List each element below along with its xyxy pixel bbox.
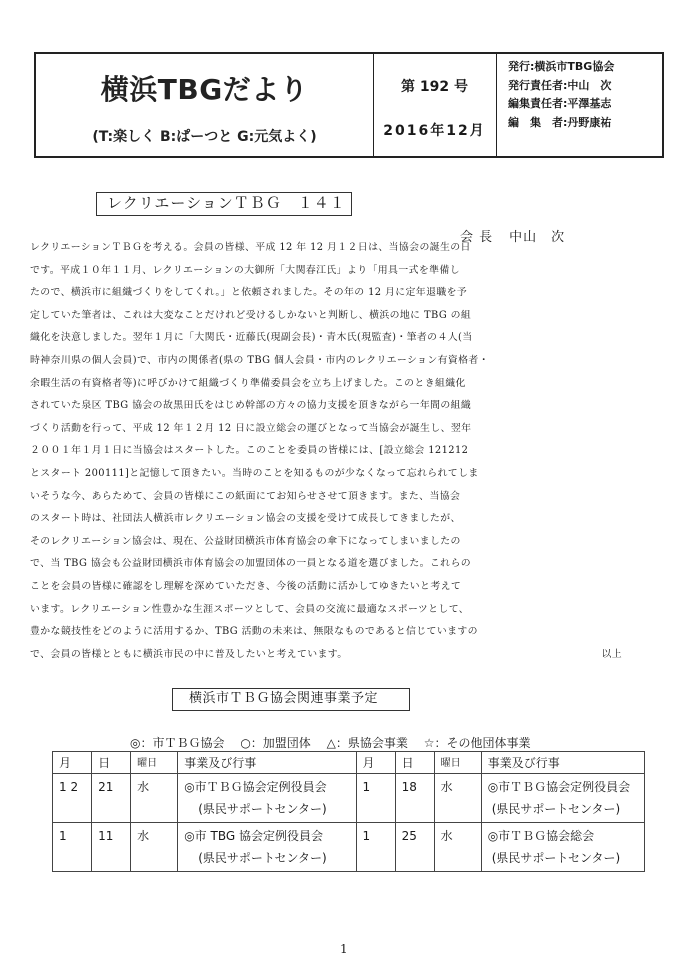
cell-event xyxy=(481,774,644,823)
body-line: されていた泉区 TBG 協会の故黒田氏をはじめ幹部の方々の協力支援を頂きながら一年間の組織 xyxy=(30,400,472,412)
credit-chief-editor: 編集責任者:平澤基志 xyxy=(508,97,612,110)
header-day: 日 xyxy=(395,752,434,774)
body-line: ２００１年１月１日に当協会はスタートした。このことを委員の皆様には、[設立総会 121212 xyxy=(30,445,469,457)
cell-event xyxy=(178,823,356,872)
credit-responsible: 発行責任者:中山 次 xyxy=(508,78,612,92)
cell-day: 21 xyxy=(92,774,131,823)
cell-month: 1 xyxy=(53,823,92,872)
body-line: 織化を決意しました。翌年１月に「大関氏・近藤氏(現副会長)・青木氏(現監査)・筆者の４人(当 xyxy=(30,332,473,344)
body-line: とスタート 200111]と記憶して頂きたい。当時のことを知るものが少なくなって忘れられてしま xyxy=(30,467,479,479)
legend-member: ○：加盟団体 xyxy=(240,736,311,750)
newsletter-motto: (T:楽しく B:ぱーつと G:元気よく) xyxy=(92,129,317,145)
body-line-last xyxy=(30,644,660,667)
masthead xyxy=(34,52,664,158)
header-weekday: 曜日 xyxy=(131,752,178,774)
body-line: です。平成１０年１１月、レクリエーションの大御所「大関春江氏」より「用具一式を準備し xyxy=(30,264,460,276)
event-name: ◎市 TBG 協会定例役員会 xyxy=(184,829,323,843)
cell-weekday: 水 xyxy=(434,774,481,823)
cell-month: 1 xyxy=(356,774,395,823)
masthead-divider xyxy=(373,54,374,156)
cell-weekday: 水 xyxy=(434,823,481,872)
body-line: で、会員の皆様とともに横浜市民の中に普及したいと考えています。 xyxy=(30,648,348,660)
schedule-title: 横浜市ＴＢＧ協会関連事業予定 xyxy=(172,688,410,711)
body-line: で、当 TBG 協会も公益財団横浜市体育協会の加盟団体の一員となる道を選びました。これらの xyxy=(30,558,471,570)
legend-city: ◎：市ＴＢＧ協会 xyxy=(130,736,225,750)
event-venue: (県民サポートセンター) xyxy=(491,851,621,865)
body-line: 余暇生活の有資格者等)に呼びかけて組織づくり準備委員会を立ち上げました。このとき組織化 xyxy=(30,377,466,389)
event-name: ◎市ＴＢＧ協会総会 xyxy=(487,829,595,843)
issue-date: 2016年12月 xyxy=(383,123,486,139)
article-title: レクリエーションＴＢＧ １４１ xyxy=(96,192,352,216)
legend-other: ☆：その他団体事業 xyxy=(423,736,531,750)
header-month: 月 xyxy=(356,752,395,774)
cell-event xyxy=(481,823,644,872)
table-row xyxy=(53,823,645,872)
event-venue: (県民サポートセンター) xyxy=(491,802,621,816)
body-line: のスタート時は、社団法人横浜市レクリエーション協会の支援を受けて成長してきましたが、 xyxy=(30,513,461,525)
body-line: レクリエーションＴＢＧを考える。会員の皆様、平成 12 年 12 月１２日は、当協会の誕生の日 xyxy=(30,242,471,253)
cell-event xyxy=(178,774,356,823)
credit-publisher: 発行:横浜市TBG協会 xyxy=(508,60,615,73)
closing-mark: 以上 xyxy=(601,648,622,660)
cell-day: 11 xyxy=(92,823,131,872)
credit-editor: 編 集 者:丹野康祐 xyxy=(508,115,612,129)
credits xyxy=(508,58,614,132)
table-row xyxy=(53,774,645,823)
article-body xyxy=(30,237,660,666)
body-line: 定していた筆者は、これは大変なことだけれど受けるしかないと判断し、横浜の地に TBG の組 xyxy=(30,309,472,321)
cell-weekday: 水 xyxy=(131,823,178,872)
legend-prefecture: △：県協会事業 xyxy=(326,736,408,750)
body-line: づくり活動を行って、平成 12 年１２月 12 日に設立総会の運びとなって当協会が誕生し、翌年 xyxy=(30,422,472,434)
cell-month: 1 2 xyxy=(53,774,92,823)
newsletter-title: 横浜TBGだより xyxy=(100,73,309,106)
body-line: いそうな今、あらためて、会員の皆様にこの紙面にてお知らせさせて頂きます。また、当協会 xyxy=(30,490,461,502)
header-day: 日 xyxy=(92,752,131,774)
header-weekday: 曜日 xyxy=(434,752,481,774)
body-line: います。レクリエーション性豊かな生涯スポーツとして、会員の交流に最適なスポーツとして、 xyxy=(30,603,470,615)
body-line: ことを会員の皆様に確認をし理解を深めていただき、今後の活動に活かしてゆきたいと考えて xyxy=(30,580,462,592)
page-number: 1 xyxy=(340,942,348,956)
masthead-divider xyxy=(496,54,497,156)
cell-weekday: 水 xyxy=(131,774,178,823)
schedule-table xyxy=(52,751,645,872)
author-name: 中山 次 xyxy=(509,230,566,245)
header-month: 月 xyxy=(53,752,92,774)
body-line: そのレクリエーション協会は、現在、公益財団横浜市体育協会の傘下になってしまいましたの xyxy=(30,535,461,547)
body-line: たので、横浜市に組織づくりをしてくれ。」と依頼されました。その年の 12 月に定年退職を予 xyxy=(30,287,468,299)
author-role: 会 長 xyxy=(460,230,494,245)
schedule-legend xyxy=(130,734,542,751)
body-line: 豊かな競技性をどのように活用するか、TBG 活動の未来は、無限なものであると信じていますの xyxy=(30,626,478,638)
event-venue: (県民サポートセンター) xyxy=(198,851,327,865)
body-line: 時神奈川県の個人会員)で、市内の関係者(県の TBG 個人会員・市内のレクリエーション有資格者・ xyxy=(30,354,489,366)
issue-number: 第 192 号 xyxy=(401,79,468,95)
header-event: 事業及び行事 xyxy=(481,752,644,774)
cell-month: 1 xyxy=(356,823,395,872)
table-header xyxy=(53,752,645,774)
cell-day: 25 xyxy=(395,823,434,872)
event-name: ◎市ＴＢＧ協会定例役員会 xyxy=(184,780,327,794)
cell-day: 18 xyxy=(395,774,434,823)
event-venue: (県民サポートセンター) xyxy=(198,802,327,816)
event-name: ◎市ＴＢＧ協会定例役員会 xyxy=(487,780,631,794)
header-event: 事業及び行事 xyxy=(178,752,356,774)
